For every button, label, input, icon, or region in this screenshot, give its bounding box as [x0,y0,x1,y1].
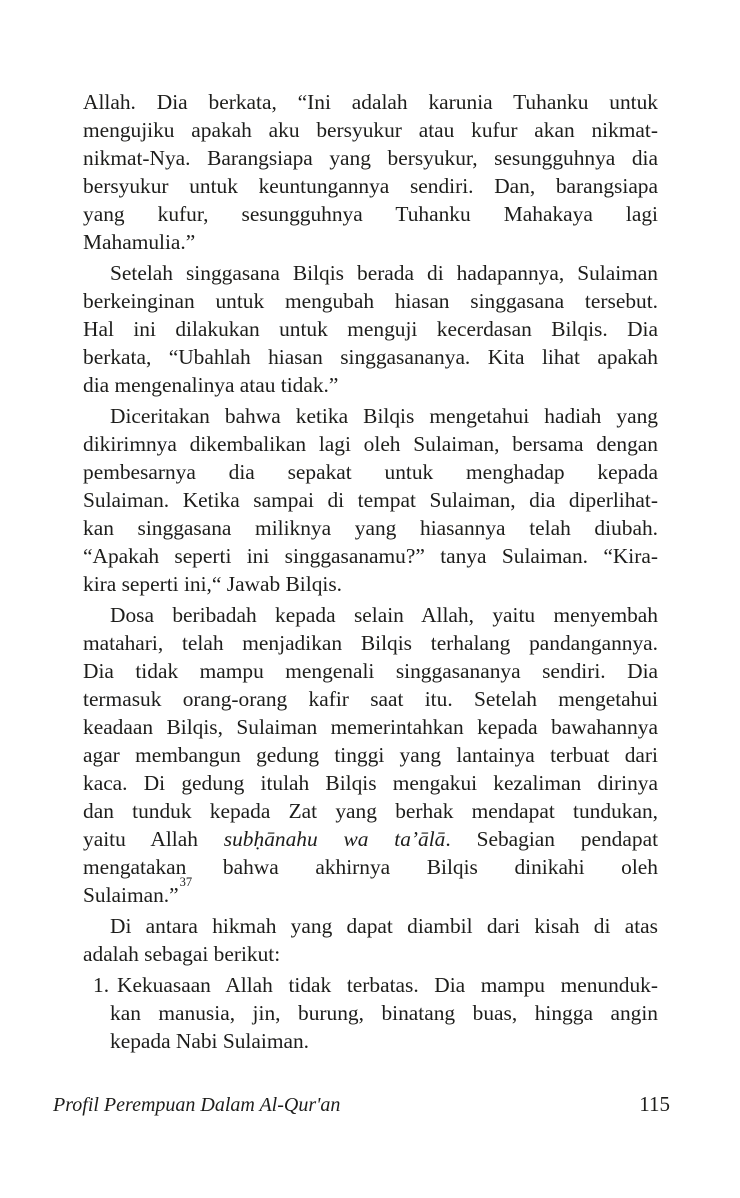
text-line: termasuk orang-orang kafir saat itu. Setelah mengetahui [83,687,658,711]
footnote-reference: 37 [179,874,193,889]
text-line: bersyukur untuk keuntungannya sendiri. Dan, barangsiapa [83,174,658,198]
text-line: keadaan Bilqis, Sulaiman memerintahkan kepada bawahannya [83,715,658,739]
text-line: “Apakah seperti ini singgasanamu?” tanya Sulaiman. “Kira- [83,544,658,568]
text-line: Dia tidak mampu mengenali singgasananya sendiri. Dia [83,659,658,683]
page-footer [53,1092,670,1117]
list-number: 1. [93,973,110,997]
line-segment: Sulaiman.” [83,883,179,907]
text-line: kira seperti ini,“ Jawab Bilqis. [83,572,343,596]
page-text [83,88,658,1055]
text-line: dan tunduk kepada Zat yang berhak mendapat tundukan, [83,799,658,823]
text-line: agar membangun gedung tinggi yang lantainya terbuat dari [83,743,658,767]
list-item-line: kan manusia, jin, burung, binatang buas, hingga angin [110,1001,658,1025]
line-segment: . Sebagian pendapat [445,827,659,851]
text-line: Hal ini dilakukan untuk menguji kecerdasan Bilqis. Dia [83,317,658,341]
text-line: mengujiku apakah aku bersyukur atau kufur akan nikmat- [83,118,658,142]
running-title: Profil Perempuan Dalam Al-Qur'an [53,1094,341,1116]
text-line: kaca. Di gedung itulah Bilqis mengakui kezaliman dirinya [83,771,658,795]
text-line: Dosa beribadah kepada selain Allah, yaitu menyembah [110,603,658,627]
text-line: Sulaiman. Ketika sampai di tempat Sulaiman, dia diperlihat- [83,488,658,512]
list-item-line: kepada Nabi Sulaiman. [110,1029,309,1053]
text-line: matahari, telah menjadikan Bilqis terhalang pandangannya. [83,631,658,655]
text-line: Allah. Dia berkata, “Ini adalah karunia Tuhanku untuk [83,90,658,114]
text-line: berkata, “Ubahlah hiasan singgasananya. Kita lihat apakah [83,345,658,369]
text-line: berkeinginan untuk mengubah hiasan singgasana tersebut. [83,289,658,313]
text-line: Di antara hikmah yang dapat diambil dari kisah di atas [110,914,658,938]
text-line: kan singgasana miliknya yang hiasannya telah diubah. [83,516,658,540]
text-line: dia mengenalinya atau tidak.” [83,373,339,397]
list-item-1 [83,971,658,1055]
paragraph-4 [83,601,658,909]
text-line: dikirimnya dikembalikan lagi oleh Sulaiman, bersama dengan [83,432,658,456]
transliteration-italic: subḥānahu wa ta’ālā [223,827,446,851]
text-line: Diceritakan bahwa ketika Bilqis mengetahui hadiah yang [110,404,658,428]
text-line: Mahamulia.” [83,230,196,254]
text-line: yang kufur, sesungguhnya Tuhanku Mahakaya lagi [83,202,658,226]
line-segment: yaitu Allah [83,827,224,851]
list-item-line [83,971,658,999]
list-text: Kekuasaan Allah tidak terbatas. Dia mampu menunduk- [117,973,658,997]
paragraph-1 [83,88,658,256]
paragraph-5 [83,912,658,968]
paragraph-2 [83,259,658,399]
text-line [83,825,658,853]
text-line: mengatakan bahwa akhirnya Bilqis dinikahi oleh [83,855,658,879]
text-line: adalah sebagai berikut: [83,942,281,966]
text-line: pembesarnya dia sepakat untuk menghadap kepada [83,460,658,484]
text-line: Setelah singgasana Bilqis berada di hadapannya, Sulaiman [110,261,658,285]
text-line [83,874,658,909]
text-line: nikmat-Nya. Barangsiapa yang bersyukur, sesungguhnya dia [83,146,658,170]
paragraph-3 [83,402,658,598]
page-number: 115 [639,1092,670,1116]
